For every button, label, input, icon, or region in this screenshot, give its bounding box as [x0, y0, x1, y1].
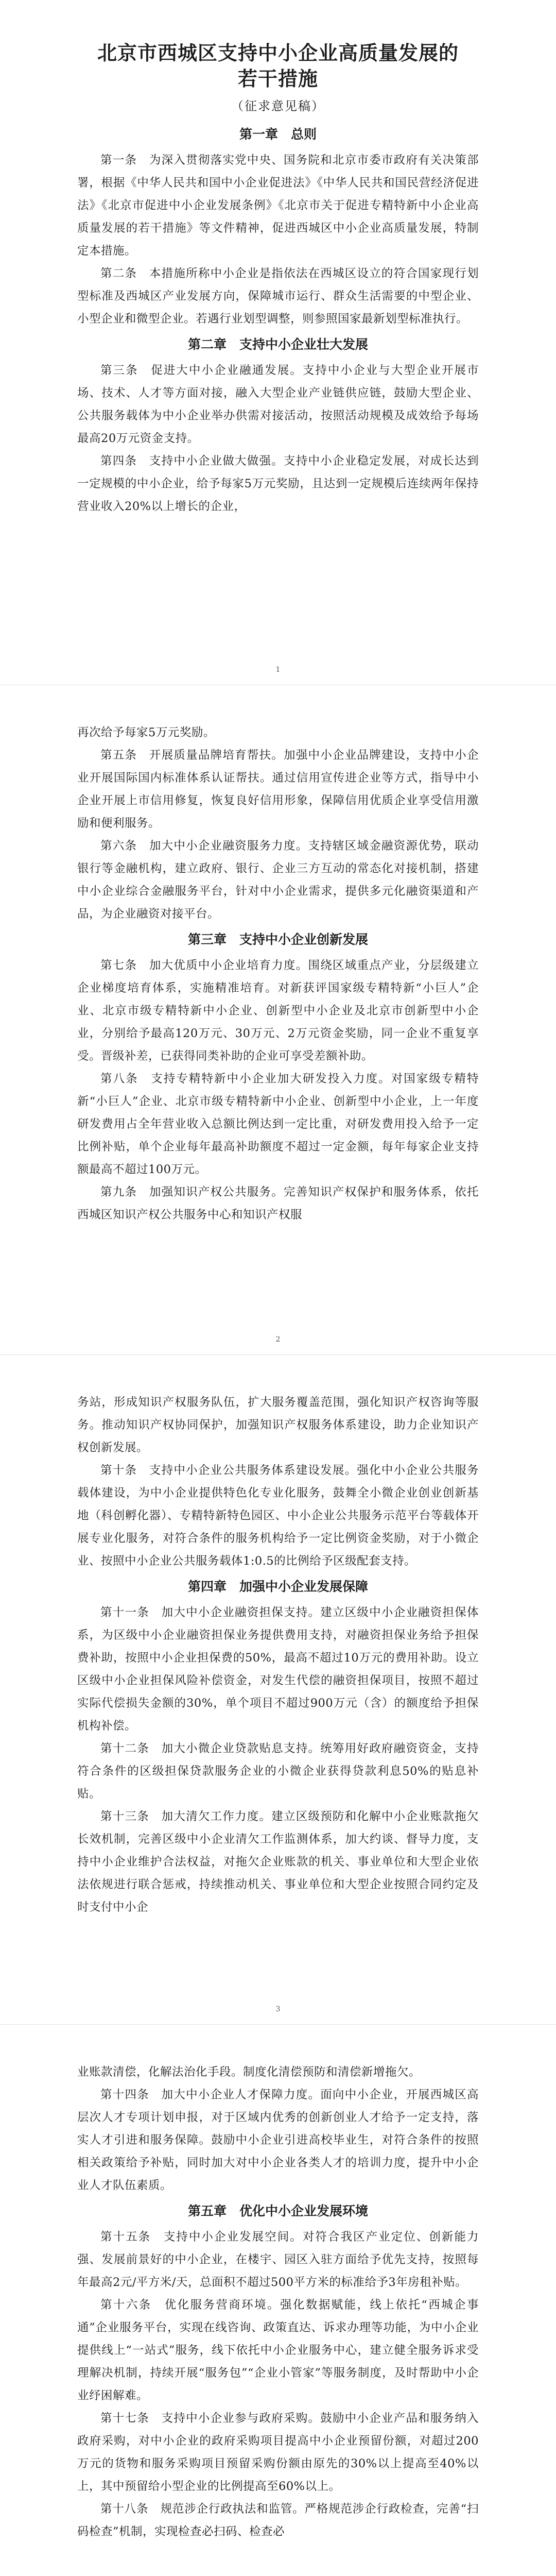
article-6: 第六条 加大中小企业融资服务力度。支持辖区域金融资源优势，联动银行等金融机构，建立政府、银行、企业三方互动的常态化对接机制，搭建中小企业综合金融服务平台，针对中小企业需求，提供多元化融资渠道和产品，为企业融资对接平台。 [77, 839, 479, 921]
chapter-3-heading: 第三章 支持中小企业创新发展 [187, 932, 368, 947]
chapter-4-heading: 第四章 加强中小企业发展保障 [187, 1579, 368, 1594]
article-13: 第十三条 加大清欠工作力度。建立区级预防和化解中小企业账款拖欠长效机制，完善区级中小企业清欠工作监测体系，加大约谈、督导力度，支持中小企业维护合法权益，对拖欠企业账款的机关、事业单位和大型企业依法依规进行联合惩戒，持续推动机关、事业单位和大型企业按照合同约定及时支付中小企 [77, 1810, 479, 1914]
chapter-5-heading: 第五章 优化中小企业发展环境 [187, 2204, 368, 2218]
document-page-1 [0, 0, 556, 685]
article-9-continued: 务站，形成知识产权服务队伍，扩大服务覆盖范围，强化知识产权咨询等服务。推动知识产权协同保护，加强知识产权服务体系建设，助力企业知识产权创新发展。 [77, 1396, 479, 1454]
article-4-continued: 再次给予每家5万元奖励。 [77, 726, 215, 739]
page-3-content [77, 1391, 479, 1919]
article-2: 第二条 本措施所称中小企业是指依法在西城区设立的符合国家现行划型标准及西城区产业发展方向，保障城市运行、群众生活需要的中型企业、小型企业和微型企业。若遇行业划型调整，则参照国家最新划型标准执行。 [77, 267, 479, 326]
article-18: 第十八条 规范涉企行政执法和监管。严格规范涉企行政检查，完善“扫码检查”机制，实现检查必扫码、检查必 [77, 2502, 479, 2538]
article-13-continued: 业账款清偿，化解法治化手段。制度化清偿预防和清偿新增拖欠。 [77, 2065, 421, 2079]
article-15: 第十五条 支持中小企业发展空间。对符合我区产业定位、创新能力强、发展前景好的中小企业，在楼宇、园区入驻方面给予优先支持，按照每年最高2元/平方米/天，总面积不超过500平方米的标准给予3年房租补贴。 [77, 2230, 479, 2289]
page-4-content [77, 2061, 479, 2543]
chapter-1-heading: 第一章 总则 [239, 127, 317, 142]
document-page-4 [0, 2025, 556, 2576]
title-line-1: 北京市西城区支持中小企业高质量发展的 [97, 42, 459, 64]
article-7: 第七条 加大优质中小企业培育力度。围绕区域重点产业，分层级建立企业梯度培育体系，实施精准培育。对新获评国家级专精特新“小巨人”企业、北京市级专精特新中小企业、创新型中小企业及北京市创新型中小企业，分别给予最高120万元、30万元、2万元资金奖励，同一企业不重复享受。晋级补差，已获得同类补助的企业可享受差额补助。 [77, 959, 479, 1063]
page-1-content [77, 40, 479, 518]
article-17: 第十七条 支持中小企业参与政府采购。鼓励中小企业产品和服务纳入政府采购，对中小企业的政府采购项目提高中小企业预留份额，对超过200万元的货物和服务采购项目预留采购份额由原先的30%以上提高至40%以上，其中预留给小型企业的比例提高至60%以上。 [77, 2412, 479, 2493]
document-page-3 [0, 1355, 556, 2025]
chapter-2-heading: 第二章 支持中小企业壮大发展 [187, 337, 368, 352]
article-3: 第三条 促进大中小企业融通发展。支持中小企业与大型企业开展市场、技术、人才等方面对接，融入大型企业产业链供应链，鼓励大型企业、公共服务载体为中小企业举办供需对接活动，按照活动规模及成效给予每场最高20万元资金支持。 [77, 364, 479, 445]
article-1: 第一条 为深入贯彻落实党中央、国务院和北京市委市政府有关决策部署，根据《中华人民共和国中小企业促进法》《中华人民共和国民营经济促进法》《北京市促进中小企业发展条例》《北京市关于促进专精特新中小企业高质量发展的若干措施》等文件精神，促进西城区中小企业高质量发展，特制定本措施。 [77, 154, 479, 258]
page-2-content [77, 721, 479, 1226]
article-14: 第十四条 加大中小企业人才保障力度。面向中小企业，开展西城区高层次人才专项计划申报，对于区域内优秀的创新创业人才给予一定支持，落实人才引进和服务保障。鼓励中小企业引进高校毕业生，对符合条件的按照相关政策给予补贴，同时加大对中小企业各类人才的培训力度，提升中小企业人才队伍素质。 [77, 2088, 479, 2192]
title-line-2: 若干措施 [237, 67, 318, 90]
article-11: 第十一条 加大中小企业融资担保支持。建立区级中小企业融资担保体系，为区级中小企业融资担保业务提供费用支持，对融资担保业务给予担保费补助，按照中小企业担保费的50%，最高不超过10万元的费用补助。设立区级中小企业担保风险补偿资金，对发生代偿的融资担保项目，按照不超过实际代偿损失金额的30%，单个项目不超过900万元（含）的额度给予担保机构补偿。 [77, 1606, 479, 1733]
document-subtitle: （征求意见稿） [231, 99, 325, 113]
article-12: 第十二条 加大小微企业贷款贴息支持。统筹用好政府融资资金，支持符合条件的区级担保贷款服务企业的小微企业获得贷款利息50%的贴息补贴。 [77, 1742, 479, 1801]
article-8: 第八条 支持专精特新中小企业加大研发投入力度。对国家级专精特新“小巨人”企业、北京市级专精特新中小企业、创新型中小企业，上一年度研发费用占全年营业收入总额比例达到一定比重，对研发费用投入给予一定比例补贴，单个企业每年最高补助额度不超过一定金额，每年每家企业支持额最高不超过100万元。 [77, 1072, 479, 1176]
article-5: 第五条 开展质量品牌培育帮扶。加强中小企业品牌建设，支持中小企业开展国际国内标准体系认证帮扶。通过信用宣传进企业等方式，指导中小企业开展上市信用修复，恢复良好信用形象，保障信用优质企业享受信用激励和便利服务。 [77, 749, 479, 830]
document-page-2 [0, 685, 556, 1355]
article-9: 第九条 加强知识产权公共服务。完善知识产权保护和服务体系，依托西城区知识产权公共服务中心和知识产权服 [77, 1185, 479, 1222]
document-title [77, 40, 479, 92]
page-number-1: 1 [275, 666, 281, 674]
article-10: 第十条 支持中小企业公共服务体系建设发展。强化中小企业公共服务载体建设，为中小企业提供特色化专业化服务，鼓舞全小微企业创业创新基地（科创孵化器）、专精特新特色园区、中小企业公共服务示范平台等载体开展专业化服务，对符合条件的服务机构给予一定比例资金奖励，对于小微企业、按照中小企业公共服务载体1:0.5的比例给予区级配套支持。 [77, 1464, 479, 1568]
page-number-3: 3 [275, 2005, 281, 2013]
article-4: 第四条 支持中小企业做大做强。支持中小企业稳定发展，对成长达到一定规模的中小企业，给予每家5万元奖励，且达到一定规模后连续两年保持营业收入20%以上增长的企业， [77, 454, 479, 513]
page-number-2: 2 [275, 1335, 281, 1344]
article-16: 第十六条 优化服务营商环境。强化数据赋能，线上依托“西城企事通”企业服务平台，实现在线咨询、政策直达、诉求办理等功能，为中小企业提供线上“一站式”服务，线下依托中小企业服务中心，建立健全服务诉求受理解决机制，持续开展“服务包”“企业小管家”等服务制度，及时帮助中小企业纾困解难。 [77, 2298, 479, 2402]
